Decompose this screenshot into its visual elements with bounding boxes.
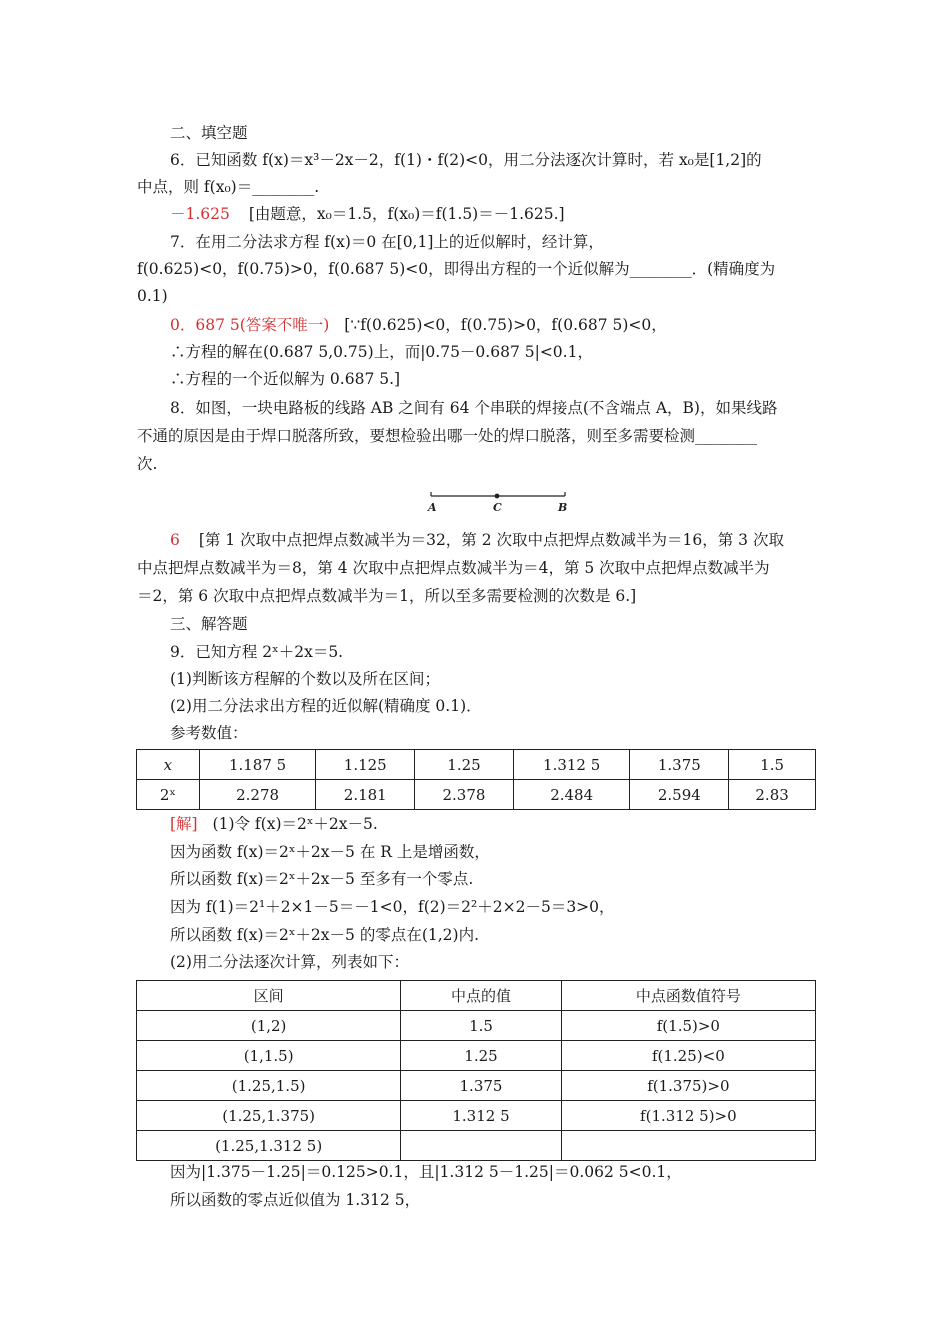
solution-line-2: 因为函数 f(x)＝2ˣ＋2x－5 在 R 上是增函数， bbox=[170, 843, 490, 861]
table-row bbox=[137, 1071, 816, 1101]
table-cell: 2.378 bbox=[415, 780, 514, 810]
table-cell: (1.25,1.5) bbox=[137, 1071, 401, 1101]
table-header-cell: 中点的值 bbox=[401, 981, 561, 1011]
table-row bbox=[137, 780, 816, 810]
table-cell: (1,1.5) bbox=[137, 1041, 401, 1071]
q8-line-1: 8．如图，一块电路板的线路 AB 之间有 64 个串联的焊接点(不含端点 A，B)，如果线路 bbox=[170, 399, 778, 417]
midpoint-c-dot bbox=[495, 494, 500, 499]
table-row bbox=[137, 1011, 816, 1041]
table-cell: f(1.312 5)>0 bbox=[561, 1101, 815, 1131]
table-cell: 1.375 bbox=[630, 750, 729, 780]
solution-line-8: 所以函数的零点近似值为 1.312 5， bbox=[170, 1191, 421, 1209]
table-cell: 1.25 bbox=[415, 750, 514, 780]
table-cell: (1.25,1.312 5) bbox=[137, 1131, 401, 1161]
table-cell: 1.187 5 bbox=[199, 750, 316, 780]
label-a: A bbox=[428, 501, 437, 513]
table-row bbox=[137, 1131, 816, 1161]
q7-explanation-2: ∴方程的解在(0.687 5,0.75)上，而|0.75－0.687 5|<0.1， bbox=[170, 343, 593, 361]
table-cell: 1.5 bbox=[401, 1011, 561, 1041]
table-cell: 2.278 bbox=[199, 780, 316, 810]
table-row bbox=[137, 1101, 816, 1131]
section-heading-fill-blank: 二、填空题 bbox=[170, 124, 248, 142]
q6-answer-line bbox=[170, 203, 850, 225]
table-cell: 2.484 bbox=[513, 780, 630, 810]
solution-tag: [解] bbox=[170, 815, 198, 833]
solution-text-1: (1)令 f(x)＝2ˣ＋2x－5. bbox=[212, 815, 378, 833]
table-cell: 2.594 bbox=[630, 780, 729, 810]
q8-answer: 6 bbox=[170, 531, 180, 549]
q6-line-2: 中点，则 f(x₀)＝________. bbox=[137, 178, 320, 196]
table-header-cell: 中点函数值符号 bbox=[561, 981, 815, 1011]
q6-line-1: 6．已知函数 f(x)＝x³－2x－2，f(1)・f(2)<0，用二分法逐次计算时，若 x₀是[1,2]的 bbox=[170, 151, 762, 169]
solution-line-3: 所以函数 f(x)＝2ˣ＋2x－5 至多有一个零点. bbox=[170, 870, 474, 888]
table-cell: 2.181 bbox=[316, 780, 415, 810]
q7-answer-line bbox=[170, 314, 850, 336]
q8-explanation-1: [第 1 次取中点把焊点数减半为＝32，第 2 次取中点把焊点数减半为＝16，第 3 次取 bbox=[198, 531, 784, 549]
bisection-table bbox=[136, 980, 816, 1161]
q8-explanation-3: ＝2，第 6 次取中点把焊点数减半为＝1，所以至多需要检测的次数是 6.] bbox=[137, 587, 637, 605]
solution-line-6: (2)用二分法逐次计算，列表如下： bbox=[170, 953, 409, 971]
q8-line-2: 不通的原因是由于焊口脱落所致，要想检验出哪一处的焊口脱落，则至多需要检测________ bbox=[137, 427, 758, 445]
table-cell: 1.312 5 bbox=[513, 750, 630, 780]
q6-answer: －1.625 bbox=[170, 205, 230, 223]
q7-explanation-1: [∵f(0.625)<0，f(0.75)>0，f(0.687 5)<0， bbox=[344, 316, 667, 334]
q7-line-1: 7．在用二分法求方程 f(x)＝0 在[0,1]上的近似解时，经计算， bbox=[170, 233, 604, 251]
table-cell: 1.375 bbox=[401, 1071, 561, 1101]
table-cell: f(1.25)<0 bbox=[561, 1041, 815, 1071]
circuit-figure bbox=[425, 487, 575, 513]
q9-part-1: (1)判断该方程解的个数以及所在区间； bbox=[170, 670, 440, 688]
label-b: B bbox=[558, 501, 568, 513]
table-header-row bbox=[137, 981, 816, 1011]
table-row bbox=[137, 750, 816, 780]
reference-values-table bbox=[136, 749, 816, 810]
table-cell: 2.83 bbox=[729, 780, 816, 810]
table-cell bbox=[401, 1131, 561, 1161]
table-cell: 1.25 bbox=[401, 1041, 561, 1071]
solution-line-4: 因为 f(1)＝2¹＋2×1－5＝－1<0，f(2)＝2²＋2×2－5＝3>0， bbox=[170, 898, 615, 916]
q7-explanation-3: ∴方程的一个近似解为 0.687 5.] bbox=[170, 370, 401, 388]
q7-line-2: f(0.625)<0，f(0.75)>0，f(0.687 5)<0，即得出方程的一个近似解为________．(精确度为 bbox=[137, 260, 776, 278]
q6-explanation: [由题意，x₀＝1.5，f(x₀)＝f(1.5)＝－1.625.] bbox=[248, 205, 565, 223]
table-cell: (1.25,1.375) bbox=[137, 1101, 401, 1131]
table-row bbox=[137, 1041, 816, 1071]
table-cell: 1.312 5 bbox=[401, 1101, 561, 1131]
q9-ref-label: 参考数值： bbox=[170, 724, 248, 742]
q7-answer: 0．687 5(答案不唯一) bbox=[170, 316, 330, 334]
table-cell: (1,2) bbox=[137, 1011, 401, 1041]
table-cell: f(1.5)>0 bbox=[561, 1011, 815, 1041]
table-header-cell: 区间 bbox=[137, 981, 401, 1011]
table-cell: 2ˣ bbox=[137, 780, 200, 810]
table-cell: f(1.375)>0 bbox=[561, 1071, 815, 1101]
table-cell: 1.125 bbox=[316, 750, 415, 780]
q9-stem: 9．已知方程 2ˣ＋2x＝5. bbox=[170, 643, 344, 661]
q8-explanation-2: 中点把焊点数减半为＝8，第 4 次取中点把焊点数减半为＝4，第 5 次取中点把焊点数减半为 bbox=[137, 559, 770, 577]
solution-line-7: 因为|1.375－1.25|＝0.125>0.1，且|1.312 5－1.25|＝0.062 5<0.1， bbox=[170, 1163, 682, 1181]
table-cell: 1.5 bbox=[729, 750, 816, 780]
table-cell: x bbox=[137, 750, 200, 780]
q9-part-2: (2)用二分法求出方程的近似解(精确度 0.1)． bbox=[170, 697, 482, 715]
q8-line-3: 次. bbox=[137, 455, 158, 473]
label-c: C bbox=[493, 501, 502, 513]
solution-line-5: 所以函数 f(x)＝2ˣ＋2x－5 的零点在(1,2)内. bbox=[170, 926, 479, 944]
table-cell bbox=[561, 1131, 815, 1161]
q8-answer-line bbox=[170, 529, 850, 551]
solution-line-1 bbox=[170, 813, 850, 835]
q7-line-3: 0.1) bbox=[137, 287, 168, 305]
section-heading-answers: 三、解答题 bbox=[170, 615, 248, 633]
